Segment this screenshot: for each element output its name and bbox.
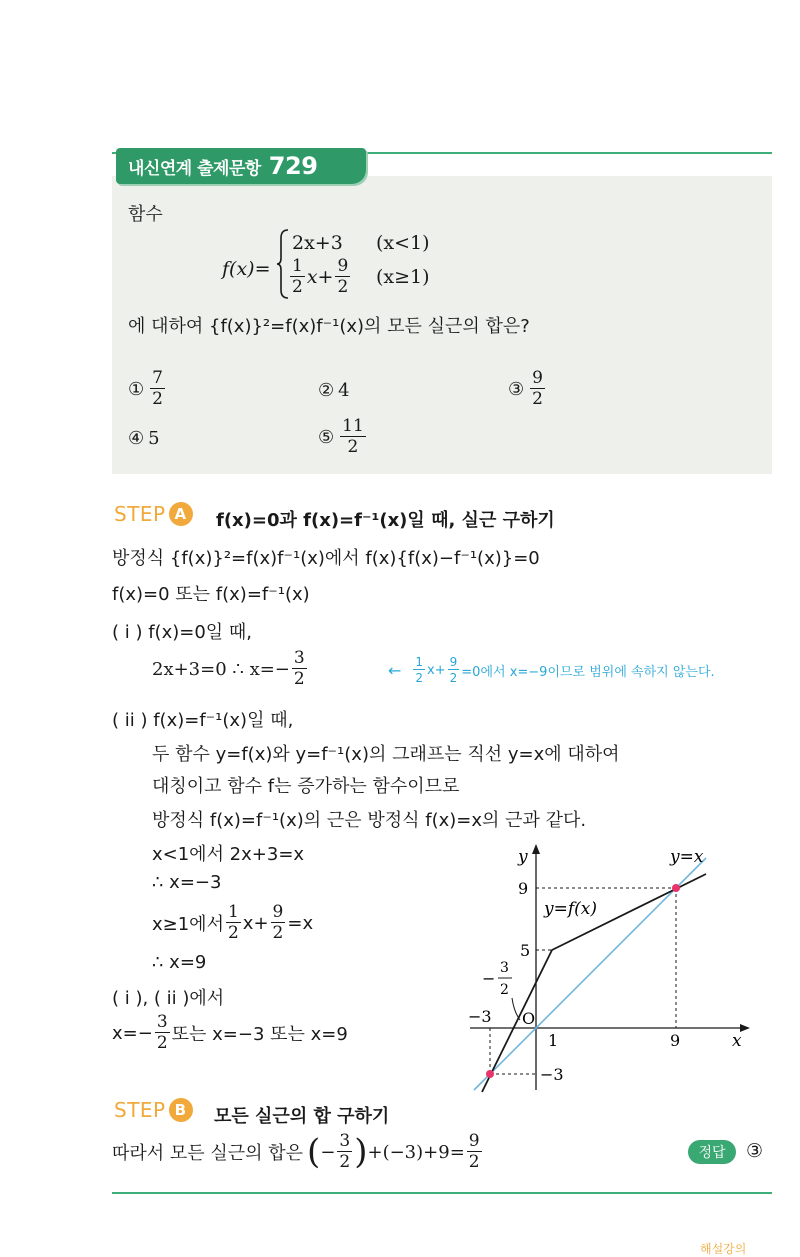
y-axis-label: y: [518, 847, 528, 867]
answer-value: ③: [746, 1140, 764, 1162]
step-a-title: f(x)=0과 f(x)=f⁻¹(x)일 때, 실근 구하기: [216, 510, 555, 531]
line6-a: x≥1에서: [152, 914, 224, 935]
step-a-line1: 방정식 {f(x)}²=f(x)f⁻¹(x)에서 f(x){f(x)−f⁻¹(x)}=0: [112, 548, 540, 569]
line6-frac1: $\frac{1}{2}$: [227, 902, 239, 943]
case-i-equation: [152, 650, 309, 688]
case2-frac2: $\frac{9}{2}$: [337, 256, 349, 297]
step-b-title: 모든 실근의 합 구하기: [214, 1106, 390, 1127]
choice-1-frac: $\frac{7}{2}$: [152, 368, 163, 409]
case-ii-line3: 방정식 f(x)=f⁻¹(x)의 근은 방정식 f(x)=x의 근과 같다.: [152, 810, 587, 831]
case-ii-line5: ∴ x=−3: [152, 872, 222, 893]
intersection-point-neg3: [486, 1070, 494, 1078]
line-label: y=x: [670, 847, 704, 867]
choice-5-mark: ⑤: [318, 426, 335, 448]
curve-label: y=f(x): [544, 899, 597, 919]
case2-cond: (x≥1): [376, 266, 430, 288]
paren-open: (: [307, 1132, 321, 1172]
case-ii-line7: ∴ x=9: [152, 952, 207, 973]
answer-badge: 정답: [688, 1140, 736, 1164]
tick-x-neg3: −3: [468, 1007, 492, 1026]
case-i-eq-text: 2x+3=0 ∴ x=−: [152, 658, 290, 680]
step-a-line2: f(x)=0 또는 f(x)=f⁻¹(x): [112, 584, 310, 605]
note-frac1: $\frac{1}{2}$: [415, 655, 424, 685]
case-ii-heading: ( ii ) f(x)=f⁻¹(x)일 때,: [112, 710, 294, 731]
step-a-word: STEP: [114, 502, 166, 526]
tick-x-1: 1: [548, 1031, 559, 1050]
step-b-text: 따라서 모든 실근의 합은: [112, 1143, 304, 1164]
intersection-point-9: [672, 884, 680, 892]
step-b-rest: +(−3)+9=: [367, 1141, 465, 1163]
case2-mid: x+: [306, 266, 334, 288]
function-lhs: f(x)=: [222, 258, 271, 280]
tick-y-5: 5: [520, 941, 531, 960]
case-ii-line2: 대칭이고 함수 f는 증가하는 함수이므로: [152, 776, 460, 797]
y-axis-arrow-icon: [532, 844, 540, 854]
choice-2-value: 4: [338, 380, 350, 401]
step-b-frac: $\frac{3}{2}$: [339, 1131, 351, 1172]
conclusion-line1: ( i ), ( ii )에서: [112, 988, 225, 1009]
problem-tag-text: 내신연계 출제문항: [128, 158, 261, 179]
case1-cond: (x<1): [376, 232, 430, 254]
choice-3[interactable]: [508, 370, 547, 408]
conclusion-line2: [112, 1014, 348, 1052]
case-i-heading: ( i ) f(x)=0일 때,: [112, 622, 252, 643]
note-text: =0에서 x=−9이므로 범위에 속하지 않는다.: [461, 664, 715, 680]
case-ii-line4: x<1에서 2x+3=x: [152, 844, 305, 865]
line6-b: =x: [287, 912, 314, 934]
choice-2[interactable]: [318, 380, 350, 401]
paren-close: ): [354, 1132, 368, 1172]
tick-y-9: 9: [518, 879, 529, 898]
arrow-left-icon: ←: [388, 660, 402, 680]
problem-intro: 함수: [128, 204, 163, 225]
choice-3-frac: $\frac{9}{2}$: [532, 368, 543, 409]
choice-5[interactable]: [318, 418, 368, 456]
tick-y-neg3: −3: [540, 1065, 564, 1084]
line6-mid: x+: [242, 912, 269, 934]
case-i-frac: $\frac{3}{2}$: [293, 648, 305, 689]
step-b-result-frac: $\frac{9}{2}$: [468, 1131, 480, 1172]
step-a-label: [114, 502, 193, 526]
tick-frac-den: 2: [500, 982, 509, 998]
choice-3-mark: ③: [508, 378, 525, 400]
choice-4-value: 5: [148, 428, 160, 449]
step-a-letter-icon: A: [169, 502, 193, 526]
choice-2-mark: ②: [318, 380, 335, 401]
origin-label: O: [522, 1009, 536, 1028]
concl2-frac: $\frac{3}{2}$: [156, 1012, 168, 1053]
choice-4[interactable]: [128, 428, 160, 449]
page-corner-label: 해설강의: [700, 1242, 747, 1256]
choice-4-mark: ④: [128, 428, 145, 449]
case1-expr: 2x+3: [292, 232, 343, 254]
minus-sign: −: [320, 1141, 336, 1163]
side-note: [388, 656, 715, 684]
concl2-a: x=−: [112, 1022, 153, 1044]
choice-1[interactable]: [128, 370, 167, 408]
problem-question: 에 대하여 {f(x)}²=f(x)f⁻¹(x)의 모든 실근의 합은?: [128, 316, 530, 337]
concl2-b: 또는 x=−3 또는 x=9: [171, 1024, 348, 1045]
step-b-line: [112, 1132, 484, 1172]
case2-frac1: $\frac{1}{2}$: [292, 256, 303, 297]
step-b-word: STEP: [114, 1098, 166, 1122]
line6-frac2: $\frac{9}{2}$: [272, 902, 284, 943]
problem-number: 729: [268, 152, 318, 180]
case-ii-line1: 두 함수 y=f(x)와 y=f⁻¹(x)의 그래프는 직선 y=x에 대하여: [152, 744, 620, 765]
tick-frac-sign: −: [482, 969, 496, 988]
step-b-letter-icon: B: [169, 1098, 193, 1122]
function-graph: [460, 840, 770, 1100]
tick-x-9: 9: [670, 1031, 681, 1050]
case-ii-line6: [152, 904, 313, 942]
footer-rule: [112, 1192, 772, 1194]
problem-tag: [116, 148, 366, 184]
note-frac2: $\frac{9}{2}$: [449, 655, 458, 685]
tick-frac-num: 3: [500, 960, 509, 976]
x-axis-label: x: [732, 1031, 742, 1051]
choice-5-frac: $\frac{11}{2}$: [342, 416, 364, 457]
case2-expr: [288, 258, 352, 296]
step-b-label: [114, 1098, 193, 1122]
note-mid: x+: [427, 662, 446, 678]
choice-1-mark: ①: [128, 378, 145, 400]
